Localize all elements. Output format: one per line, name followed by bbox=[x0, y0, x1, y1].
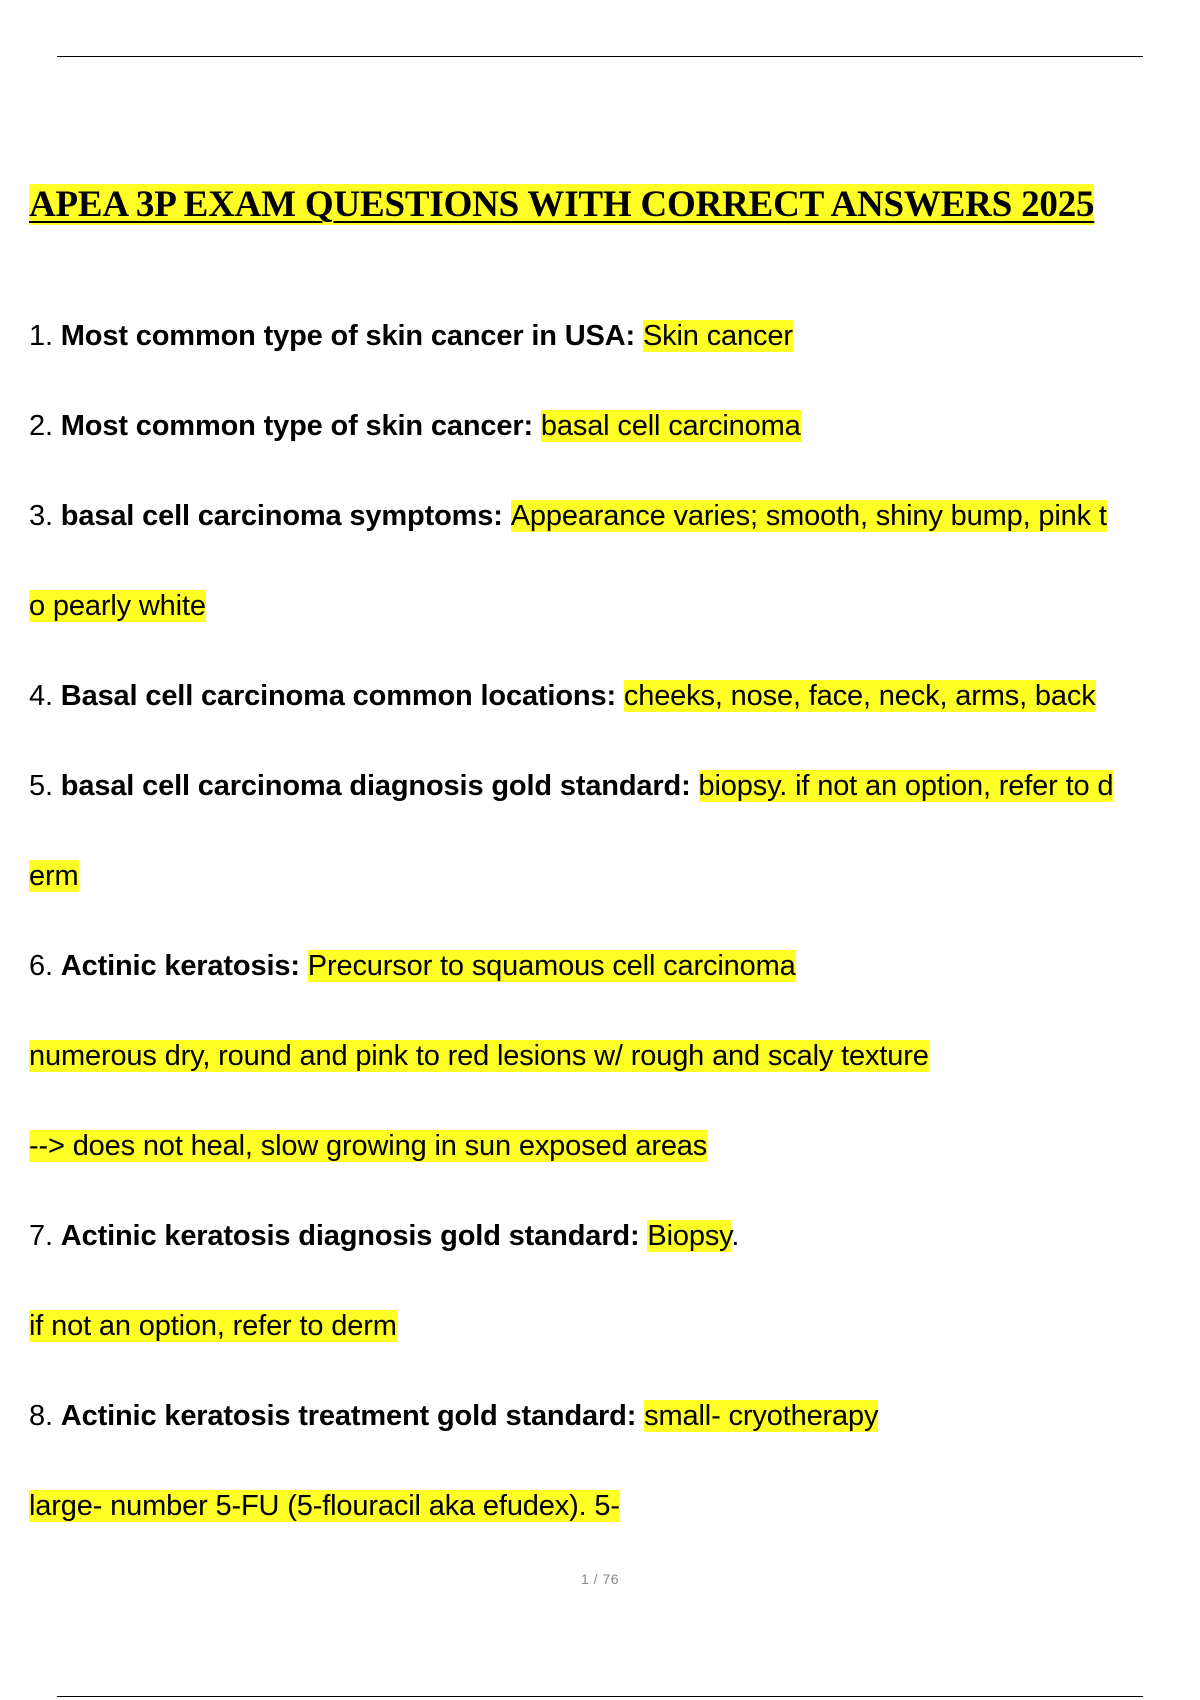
answer-text: biopsy. if not an option, refer to d bbox=[698, 770, 1114, 802]
answer-text: if not an option, refer to derm bbox=[29, 1310, 397, 1342]
answer-text: erm bbox=[29, 860, 79, 892]
answer-text: basal cell carcinoma bbox=[540, 410, 801, 442]
question-text: Basal cell carcinoma common locations: bbox=[60, 680, 624, 712]
item-number: 6. bbox=[29, 950, 61, 982]
document-title bbox=[29, 182, 1094, 228]
question-text: basal cell carcinoma diagnosis gold standard: bbox=[60, 770, 699, 802]
qa-line bbox=[29, 768, 1113, 804]
question-text: Actinic keratosis treatment gold standard: bbox=[60, 1400, 645, 1432]
qa-line bbox=[29, 318, 793, 354]
question-text: Actinic keratosis diagnosis gold standard: bbox=[60, 1220, 648, 1252]
answer-text: Biopsy bbox=[647, 1220, 732, 1252]
answer-text: --> does not heal, slow growing in sun exposed areas bbox=[29, 1130, 708, 1162]
qa-line bbox=[29, 678, 1096, 714]
qa-line bbox=[29, 1488, 620, 1524]
answer-suffix: . bbox=[731, 1220, 740, 1252]
item-number: 1. bbox=[29, 320, 61, 352]
item-number: 4. bbox=[29, 680, 61, 712]
answer-text: Appearance varies; smooth, shiny bump, pink t bbox=[510, 500, 1107, 532]
bottom-rule bbox=[57, 1696, 1143, 1697]
item-number: 8. bbox=[29, 1400, 61, 1432]
qa-line bbox=[29, 498, 1107, 534]
qa-line bbox=[29, 1038, 929, 1074]
answer-text: Skin cancer bbox=[642, 320, 793, 352]
qa-line bbox=[29, 1308, 397, 1344]
top-rule bbox=[57, 56, 1143, 57]
item-number: 7. bbox=[29, 1220, 61, 1252]
answer-text: o pearly white bbox=[29, 590, 206, 622]
item-number: 5. bbox=[29, 770, 61, 802]
answer-text: numerous dry, round and pink to red lesions w/ rough and scaly texture bbox=[29, 1040, 929, 1072]
qa-line bbox=[29, 408, 801, 444]
question-text: Most common type of skin cancer: bbox=[60, 410, 541, 442]
answer-text: cheeks, nose, face, neck, arms, back bbox=[623, 680, 1096, 712]
question-text: basal cell carcinoma symptoms: bbox=[60, 500, 511, 532]
page-indicator: 1 / 76 bbox=[580, 1571, 620, 1587]
qa-line bbox=[29, 858, 79, 894]
answer-text: small- cryotherapy bbox=[644, 1400, 879, 1432]
answer-text: large- number 5-FU (5-flouracil aka efudex). 5- bbox=[29, 1490, 620, 1522]
qa-line bbox=[29, 588, 206, 624]
title-highlight: APEA 3P EXAM QUESTIONS WITH CORRECT ANSWERS 2025 bbox=[29, 184, 1095, 225]
qa-line bbox=[29, 948, 796, 984]
item-number: 3. bbox=[29, 500, 61, 532]
qa-line bbox=[29, 1218, 739, 1254]
qa-line bbox=[29, 1398, 878, 1434]
item-number: 2. bbox=[29, 410, 61, 442]
answer-text: Precursor to squamous cell carcinoma bbox=[307, 950, 796, 982]
question-text: Most common type of skin cancer in USA: bbox=[60, 320, 643, 352]
question-text: Actinic keratosis: bbox=[60, 950, 308, 982]
qa-line bbox=[29, 1128, 707, 1164]
